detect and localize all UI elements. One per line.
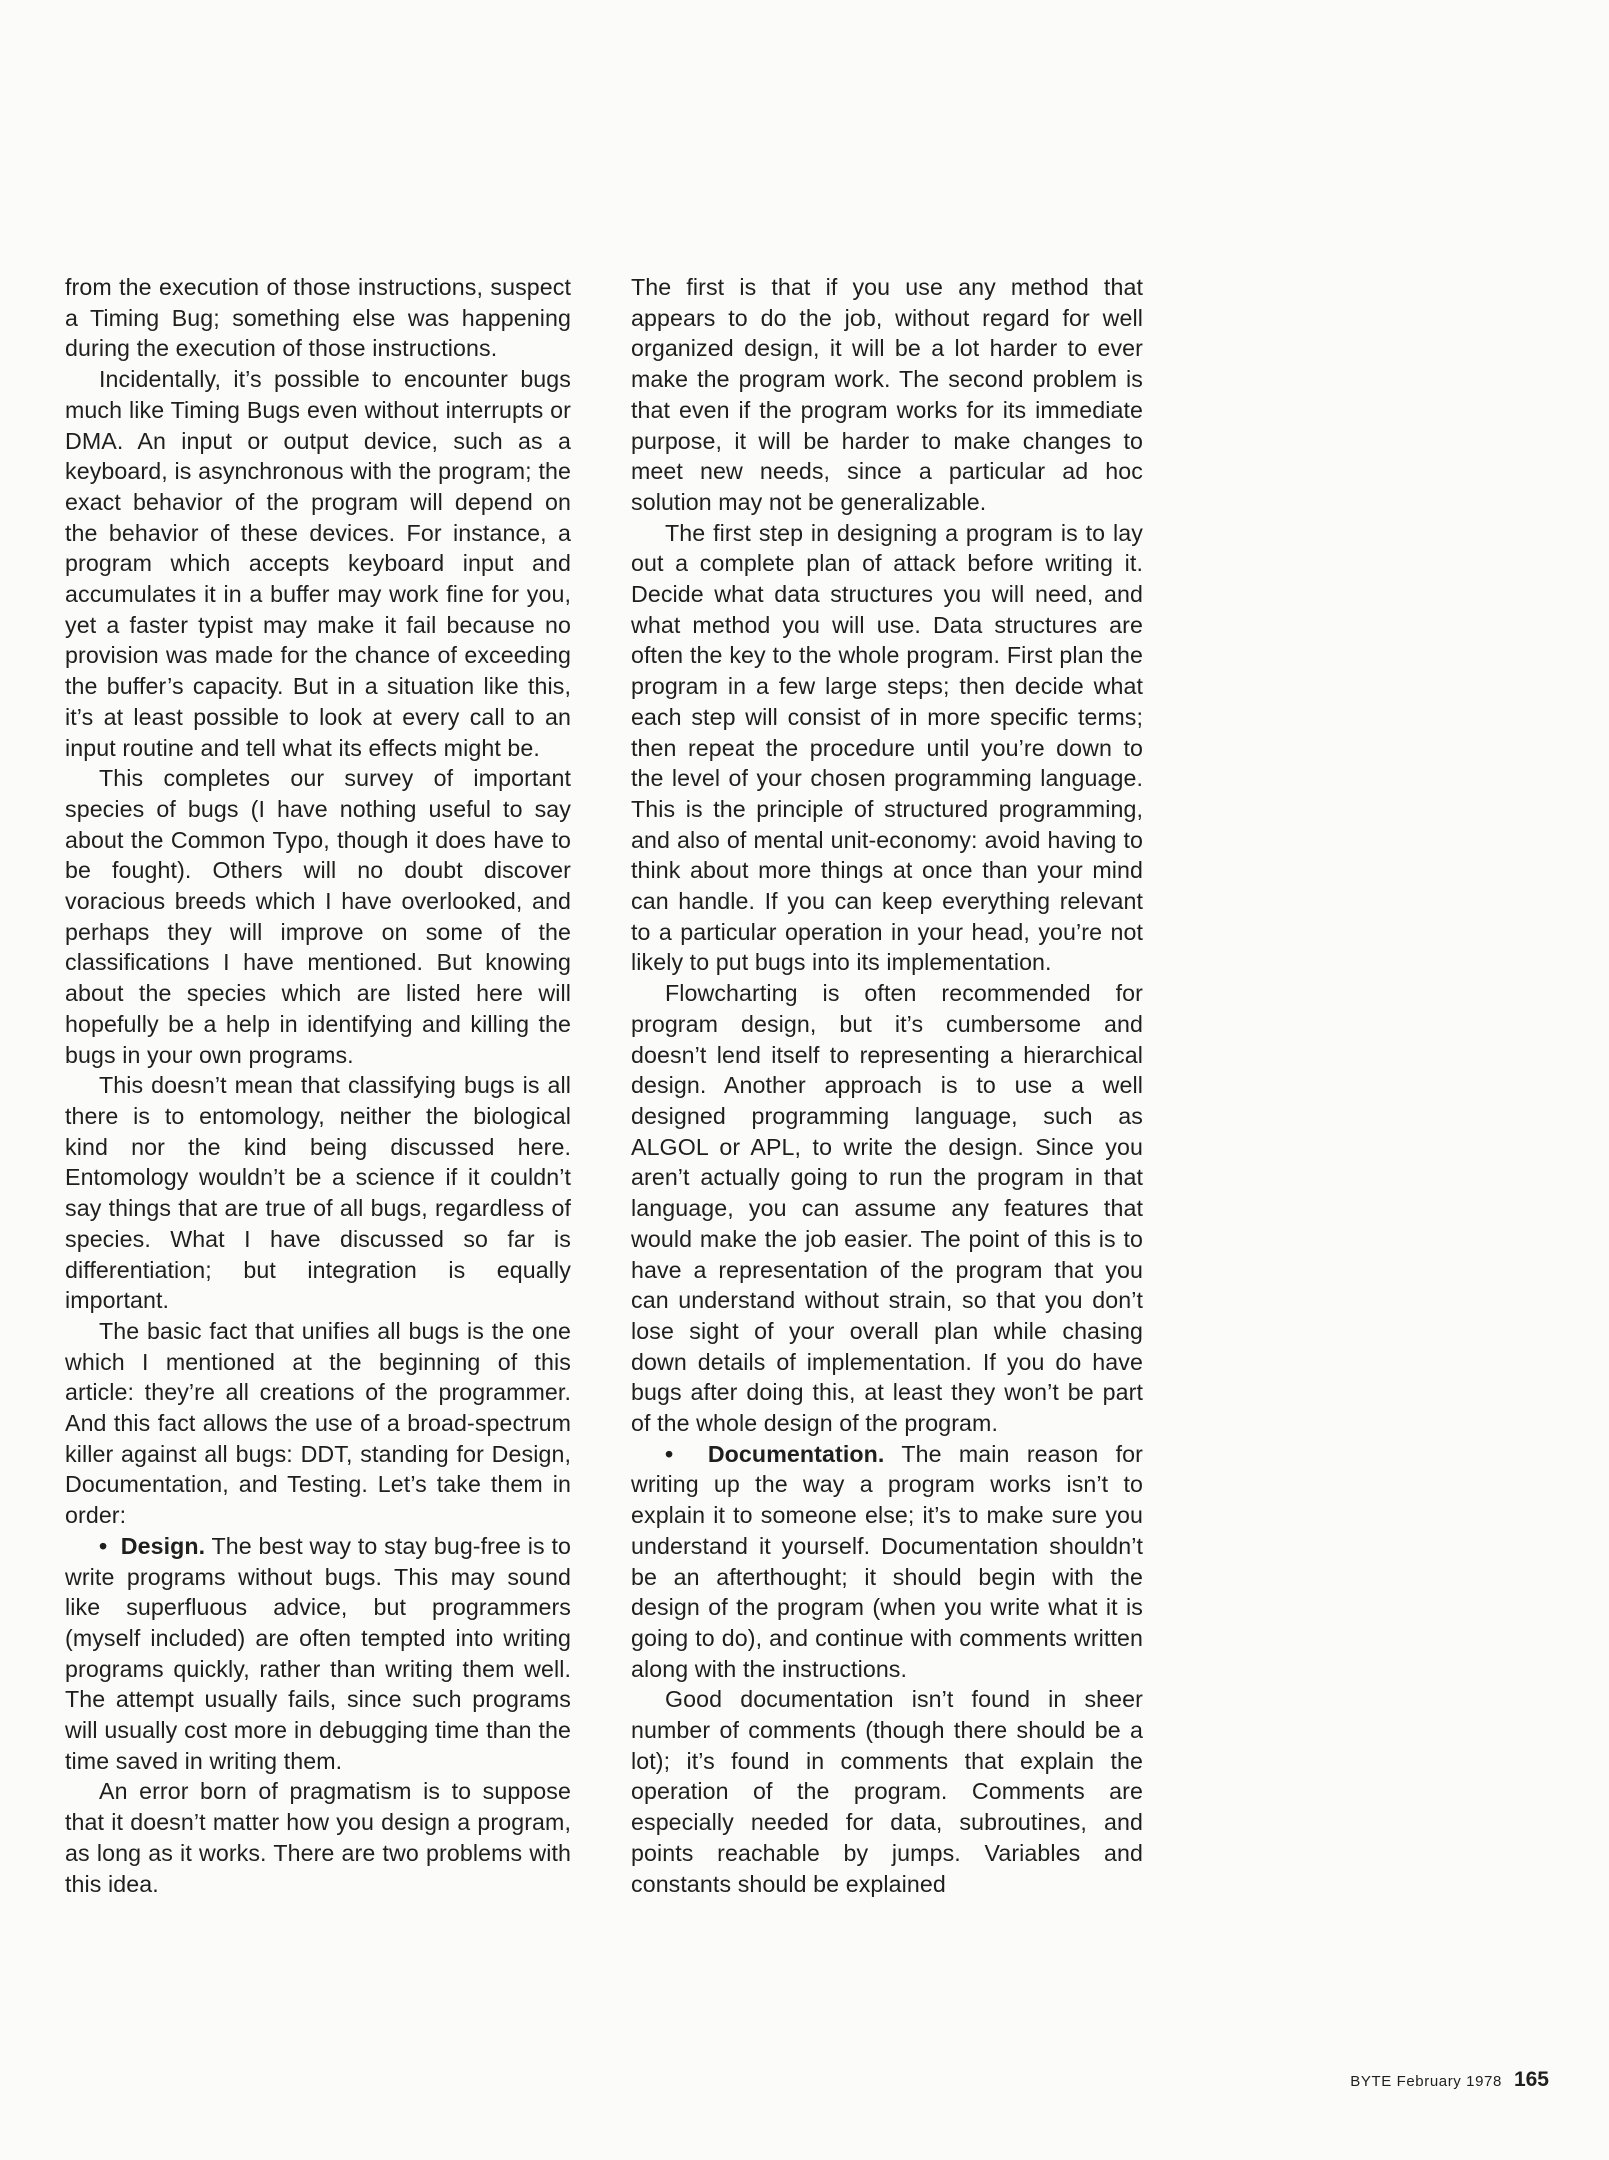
paragraph: The basic fact that unifies all bugs is the one which I mentioned at the beginning of this article: they’re all creations of the programmer. And this fact allows the use of a broad-spectrum killer against all bugs: DDT, standing for Design, Documentation, and Testing. Let’s take them in order:	[65, 1317, 571, 1529]
page-footer	[1350, 2068, 1549, 2092]
paragraph: This completes our survey of important species of bugs (I have nothing useful to say about the Common Typo, though it does have to be fought). Others will no doubt discover voracious breeds which I have overlooked, and perhaps they will improve on some of the classifications I have mentioned. But knowing about the species which are listed here will hopefully be a help in identifying and killing the bugs in your own programs.	[65, 765, 571, 1068]
paragraph: Flowcharting is often recommended for program design, but it’s cumbersome and doesn’t lend itself to representing a hierarchical design. Another approach is to use a well designed programming language, such as ALGOL or APL, to write the design. Since you aren’t actually going to run the program in that language, you can assume any features that would make the job easier. The point of this is to have a representation of the program that you can understand without strain, so that you don’t lose sight of your overall plan while chasing down details of implementation. If you do have bugs after doing this, at least they won’t be part of the whole design of the program.	[631, 980, 1143, 1437]
paragraph: The first step in designing a program is to lay out a complete plan of attack before writing it. Decide what data structures you will need, and what method you will use. Data structures are often the key to the whole program. First plan the program in a few large steps; then decide what each step will consist of in more specific terms; then repeat the procedure until you’re down to the level of your chosen programming language. This is the principle of structured programming, and also of mental unit-economy: avoid having to think about more things at once than your mind can handle. If you can keep everything relevant to a particular operation in your head, you’re not likely to put bugs into its implementation.	[631, 519, 1143, 976]
left-column	[65, 272, 571, 1899]
paragraph: from the execution of those instructions, suspect a Timing Bug; something else was happening during the execution of those instructions.	[65, 274, 571, 362]
paragraph-text: The best way to stay bug-free is to write programs without bugs. This may sound like superfluous advice, but programmers (myself included) are often tempted into writing programs quickly, rather than writing them well. The attempt usually fails, since such programs will usually cost more in debugging time than the time saved in writing them.	[65, 1532, 571, 1774]
design-paragraph	[65, 1531, 571, 1777]
paragraph: Incidentally, it’s possible to encounter bugs much like Timing Bugs even without interrupts or DMA. An input or output device, such as a keyboard, is asynchronous with the program; the exact behavior of the program will depend on the behavior of these devices. For instance, a program which accepts keyboard input and accumulates it in a buffer may work fine for you, yet a faster typist may make it fail because no provision was made for the chance of exceeding the buffer’s capacity. But in a situation like this, it’s at least possible to look at every call to an input routine and tell what its effects might be.	[65, 366, 571, 761]
magazine-issue: BYTE February 1978	[1350, 2073, 1502, 2090]
paragraph-text: The main reason for writing up the way a program works isn’t to explain it to someone else; it’s to make sure you understand it yourself. Documentation shouldn’t be an afterthought; it should begin with the design of the program (when you write what it is going to do), and continue with comments written along with the instructions.	[631, 1440, 1143, 1682]
documentation-paragraph	[631, 1439, 1143, 1685]
paragraph: Good documentation isn’t found in sheer number of comments (though there should be a lot); it’s found in comments that explain the operation of the program. Comments are especially needed for data, subroutines, and points reachable by jumps. Variables and constants should be explained	[631, 1686, 1143, 1897]
run-in-heading-design: Design.	[120, 1532, 206, 1559]
run-in-heading-documentation: Documentation.	[707, 1440, 885, 1467]
bullet-icon: •	[99, 1532, 108, 1559]
right-column	[631, 272, 1143, 1899]
paragraph: An error born of pragmatism is to suppose that it doesn’t matter how you design a program, as long as it works. There are two problems with this idea.	[65, 1778, 571, 1897]
paragraph: The first is that if you use any method that appears to do the job, without regard for well organized design, it will be a lot harder to ever make the program work. The second problem is that even if the program works for its immediate purpose, it will be harder to make changes to meet new needs, since a particular ad hoc solution may not be generalizable.	[631, 274, 1143, 515]
paragraph: This doesn’t mean that classifying bugs is all there is to entomology, neither the biological kind nor the kind being discussed here. Entomology wouldn’t be a science if it couldn’t say things that are true of all bugs, regardless of species. What I have discussed so far is differentiation; but integration is equally important.	[65, 1072, 571, 1314]
bullet-icon: •	[665, 1440, 674, 1467]
page-number: 165	[1513, 2068, 1549, 2091]
